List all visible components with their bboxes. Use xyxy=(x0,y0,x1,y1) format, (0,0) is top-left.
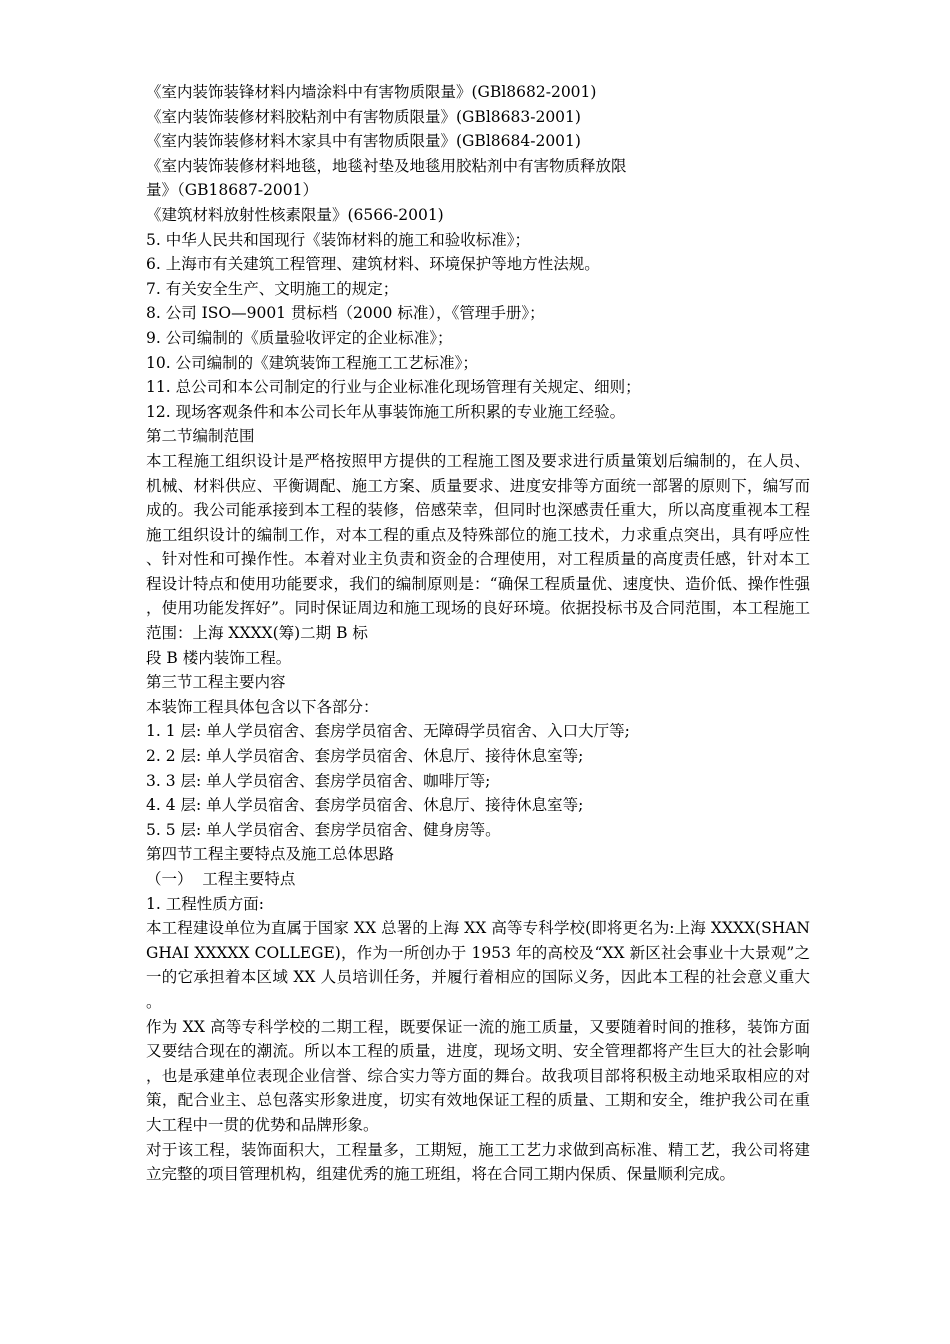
standard-item: 《室内装饰装修材料地毯，地毯衬垫及地毯用胶粘剂中有害物质释放限 xyxy=(146,156,627,175)
standards-list xyxy=(146,80,810,228)
section-4-item-1: 1. 工程性质方面: xyxy=(146,894,264,913)
floor-item: 4. 4 层: 单人学员宿舍、套房学员宿舍、休息厅、接待休息室等; xyxy=(146,796,584,815)
basis-item: 10. 公司编制的《建筑装饰工程施工工艺标准》； xyxy=(146,353,478,372)
floor-item: 1. 1 层: 单人学员宿舍、套房学员宿舍、无障碍学员宿舍、入口大厅等; xyxy=(146,722,630,741)
section-2-paragraph: 本工程施工组织设计是严格按照甲方提供的工程施工图及要求进行质量策划后编制的，在人员、机械、材料供应、平衡调配、施工方案、质量要求、进度安排等方面统一部署的原则下，编写而成的。我公司能承接到本工程的装修，倍感荣幸，但同时也深感责任重大，所以高度重视本工程施工组织设计的编制工作，对本工程的重点及特殊部位的施工技术，力求重点突出，具有呼应性、针对性和可操作性。本着对业主负责和资金的合理使用，对工程质量的高度责任感，针对本工程设计特点和使用功能要求，我们的编制原则是：“确保工程质量优、速度快、造价低、操作性强，使用功能发挥好”。同时保证周边和施工现场的良好环境。依据投标书及合同范围，本工程施工范围：上海 XXXX(筹)二期 B 标 xyxy=(146,451,810,643)
standard-item: 量》（GB18687-2001） xyxy=(146,181,319,200)
section-4-paragraph: 作为 XX 高等专科学校的二期工程，既要保证一流的施工质量，又要随着时间的推移，装饰方面又要结合现在的潮流。所以本工程的质量，进度，现场文明、安全管理都将产生巨大的社会影响，也是承建单位表现企业信誉、综合实力等方面的舞台。故我项目部将积极主动地采取相应的对策，配合业主、总包落实形象进度，切实有效地保证工程的质量、工期和安全，维护我公司在重大工程中一贯的优势和品牌形象。 xyxy=(146,1017,810,1134)
basis-item: 11. 总公司和本公司制定的行业与企业标准化现场管理有关规定、细则； xyxy=(146,378,641,397)
section-2 xyxy=(146,424,810,670)
section-4-paragraph: 本工程建设单位为直属于国家 XX 总署的上海 XX 高等专科学校(即将更名为:上海 XXXX(SHANGHAI XXXXX COLLEGE)，作为一所创办于 1953 年的高校及“XX 新区社会事业十大景观”之一的它承担着本区域 XX 人员培训任务，并履行着相应的国际义务，因此本工程的社会意义重大。 xyxy=(146,919,810,1011)
basis-item: 7. 有关安全生产、文明施工的规定； xyxy=(146,279,399,298)
basis-item: 12. 现场客观条件和本公司长年从事装饰施工所积累的专业施工经验。 xyxy=(146,402,626,421)
section-4-title: 第四节工程主要特点及施工总体思路 xyxy=(146,845,395,864)
section-3-title: 第三节工程主要内容 xyxy=(146,673,286,692)
floor-item: 2. 2 层: 单人学员宿舍、套房学员宿舍、休息厅、接待休息室等; xyxy=(146,747,584,766)
section-2-title: 第二节编制范围 xyxy=(146,427,255,446)
floor-item: 5. 5 层: 单人学员宿舍、套房学员宿舍、健身房等。 xyxy=(146,820,501,839)
basis-item: 5. 中华人民共和国现行《装饰材料的施工和验收标准》； xyxy=(146,230,530,249)
standard-item: 《室内装饰装修材料木家具中有害物质限量》(GBl8684-2001) xyxy=(146,132,581,151)
standard-item: 《室内装饰装锋材料内墙涂料中有害物质限量》(GBl8682-2001) xyxy=(146,83,597,101)
standard-item: 《建筑材料放射性核素限量》(6566-2001) xyxy=(146,205,444,224)
basis-list xyxy=(146,228,810,425)
standard-item: 《室内装饰装修材料胶粘剂中有害物质限量》(GBl8683-2001) xyxy=(146,107,581,126)
document-page xyxy=(146,80,810,1187)
section-4-paragraph: 对于该工程，装饰面积大，工程量多，工期短，施工工艺力求做到高标准、精工艺，我公司将建立完整的项目管理机构，组建优秀的施工班组，将在合同工期内保质、保量顺利完成。 xyxy=(146,1140,810,1184)
floor-item: 3. 3 层: 单人学员宿舍、套房学员宿舍、咖啡厅等; xyxy=(146,771,491,790)
section-2-paragraph-tail: 段 B 楼内装饰工程。 xyxy=(146,648,292,667)
section-4-subtitle: （一） 工程主要特点 xyxy=(146,870,296,888)
section-3-intro: 本装饰工程具体包含以下各部分： xyxy=(146,697,379,716)
basis-item: 9. 公司编制的《质量验收评定的企业标准》； xyxy=(146,328,453,347)
section-4 xyxy=(146,842,810,1186)
basis-item: 6. 上海市有关建筑工程管理、建筑材料、环境保护等地方性法规。 xyxy=(146,255,600,274)
section-3 xyxy=(146,670,810,842)
basis-item: 8. 公司 ISO—9001 贯标档（2000 标准），《管理手册》； xyxy=(146,304,545,323)
